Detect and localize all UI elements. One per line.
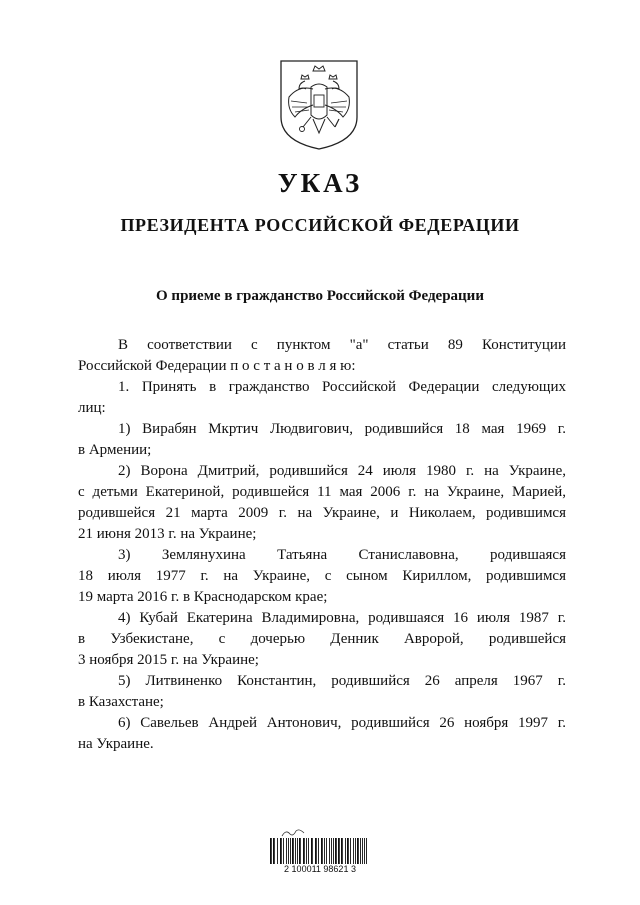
decree-body [78,335,566,755]
body-line: 6) Савельев Андрей Антонович, родившийся 26 ноября 1997 г. [118,715,566,731]
body-line: в Армении; [78,442,152,458]
body-line: 18 июля 1977 г. на Украине, с сыном Кириллом, родившимся [78,568,566,584]
body-line: на Украине. [78,736,154,752]
body-line: 4) Кубай Екатерина Владимировна, родившаяся 16 июля 1987 г. [118,610,566,626]
body-line: Российской Федерации п о с т а н о в л я ю: [78,358,356,374]
document-title: УКАЗ [277,168,363,198]
coat-of-arms-emblem [277,57,361,152]
coat-of-arms-icon [277,57,361,152]
barcode-digits: 2 100011 98621 3 [284,864,356,874]
body-line: лиц: [78,400,106,416]
body-line: 3) Землянухина Татьяна Станиславовна, родившаяся [118,547,566,563]
handwritten-mark [280,827,306,838]
barcode-icon [268,838,372,864]
body-line: 1) Вирабян Мкртич Людвигович, родившийся 18 мая 1969 г. [118,421,566,437]
body-line: В соответствии с пунктом "а" статьи 89 Конституции [118,337,566,353]
body-line: 19 марта 2016 г. в Краснодарском крае; [78,589,328,605]
body-line: в Казахстане; [78,694,164,710]
body-line: с детьми Екатериной, родившейся 11 мая 2006 г. на Украине, Марией, [78,484,566,500]
document-subtitle: ПРЕЗИДЕНТА РОССИЙСКОЙ ФЕДЕРАЦИИ [120,215,520,235]
body-line: родившейся 21 марта 2009 г. на Украине, и Николаем, родившимся [78,505,566,521]
body-line: в Узбекистане, с дочерью Денник Авророй, родившейся [78,631,566,647]
barcode-block [268,827,372,879]
decree-heading: О приеме в гражданство Российской Федерации [156,288,484,304]
body-line: 3 ноября 2015 г. на Украине; [78,652,259,668]
body-line: 2) Ворона Дмитрий, родившийся 24 июля 1980 г. на Украине, [118,463,566,479]
body-line: 21 июня 2013 г. на Украине; [78,526,257,542]
body-line: 1. Принять в гражданство Российской Федерации следующих [118,379,566,395]
body-line: 5) Литвиненко Константин, родившийся 26 апреля 1967 г. [118,673,566,689]
